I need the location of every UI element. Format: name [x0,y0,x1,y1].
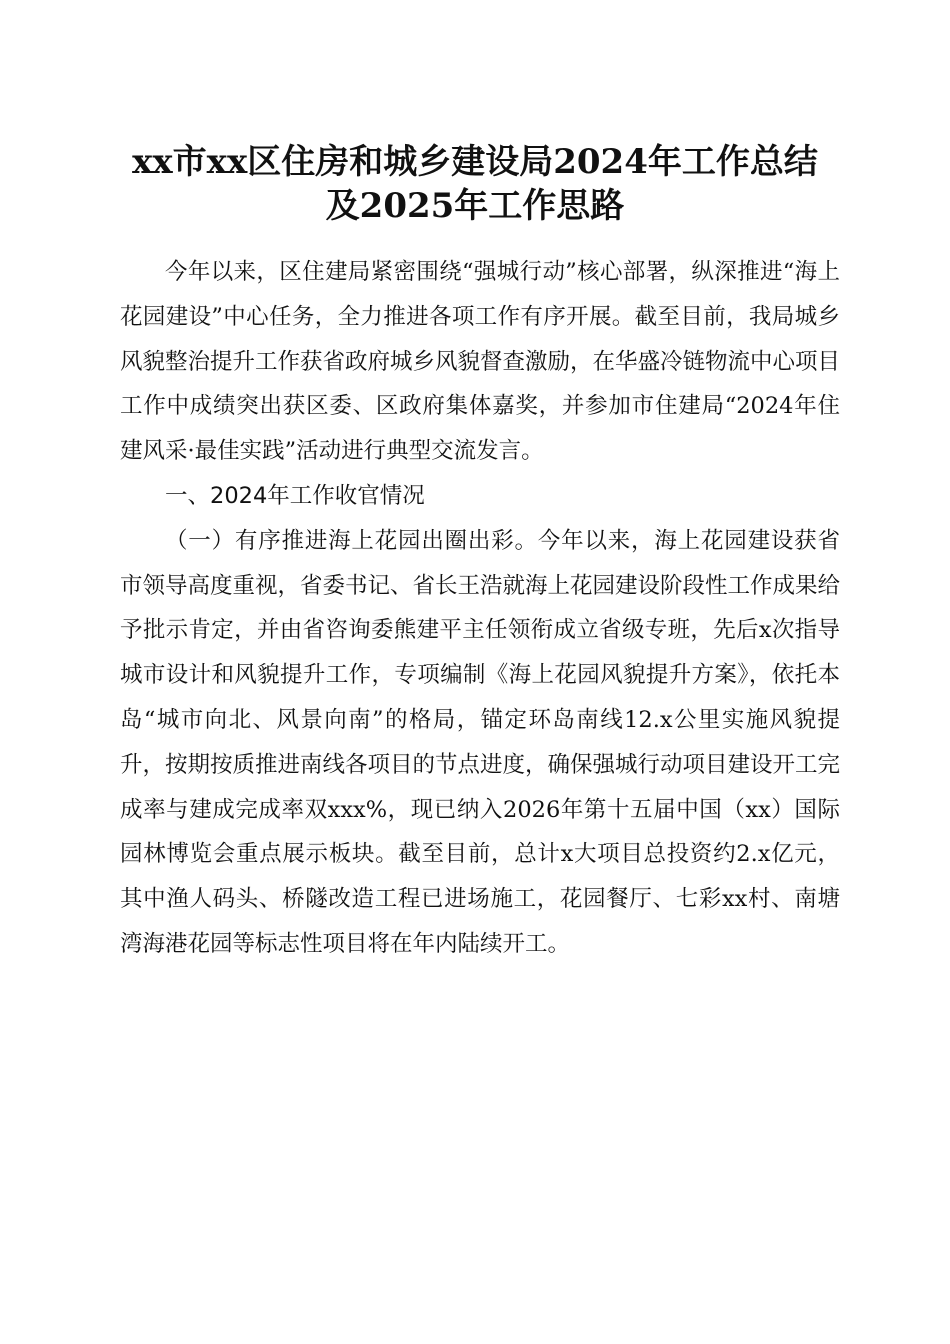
subsection-1-text: 今年以来，海上花园建设获省市领导高度重视，省委书记、省长王浩就海上花园建设阶段性工作成果给予批示肯定，并由省咨询委熊建平主任领衔成立省级专班，先后x次指导城市设计和风貌提升工作，专项编制《海上花园风貌提升方案》，依托本岛“城市向北、风景向南”的格局，锚定环岛南线12.x公里实施风貌提升，按期按质推进南线各项目的节点进度，确保强城行动项目建设开工完成率与建成完成率双xxx%，现已纳入2026年第十五届中国（xx）国际园林博览会重点展示板块。截至目前，总计x大项目总投资约2.x亿元，其中渔人码头、桥隧改造工程已进场施工，花园餐厅、七彩xx村、南塘湾海港花园等标志性项目将在年内陆续开工。 [120,527,841,957]
section-1-heading: 一、2024年工作收官情况 [165,482,425,509]
document-title-line-1: xx市xx区住房和城乡建设局2024年工作总结 [132,142,818,182]
subsection-1-paragraph [120,519,840,967]
document-body [120,250,840,967]
subsection-1-heading: （一）有序推进海上花园出圈出彩。 [165,527,538,554]
intro-paragraph: 今年以来，区住建局紧密围绕“强城行动”核心部署，纵深推进“海上花园建设”中心任务，全力推进各项工作有序开展。截至目前，我局城乡风貌整治提升工作获省政府城乡风貌督查激励，在华盛冷链物流中心项目工作中成绩突出获区委、区政府集体嘉奖，并参加市住建局“2024年住建风采·最佳实践”活动进行典型交流发言。 [120,259,841,465]
document-title-line-2: 及2025年工作思路 [325,186,625,226]
